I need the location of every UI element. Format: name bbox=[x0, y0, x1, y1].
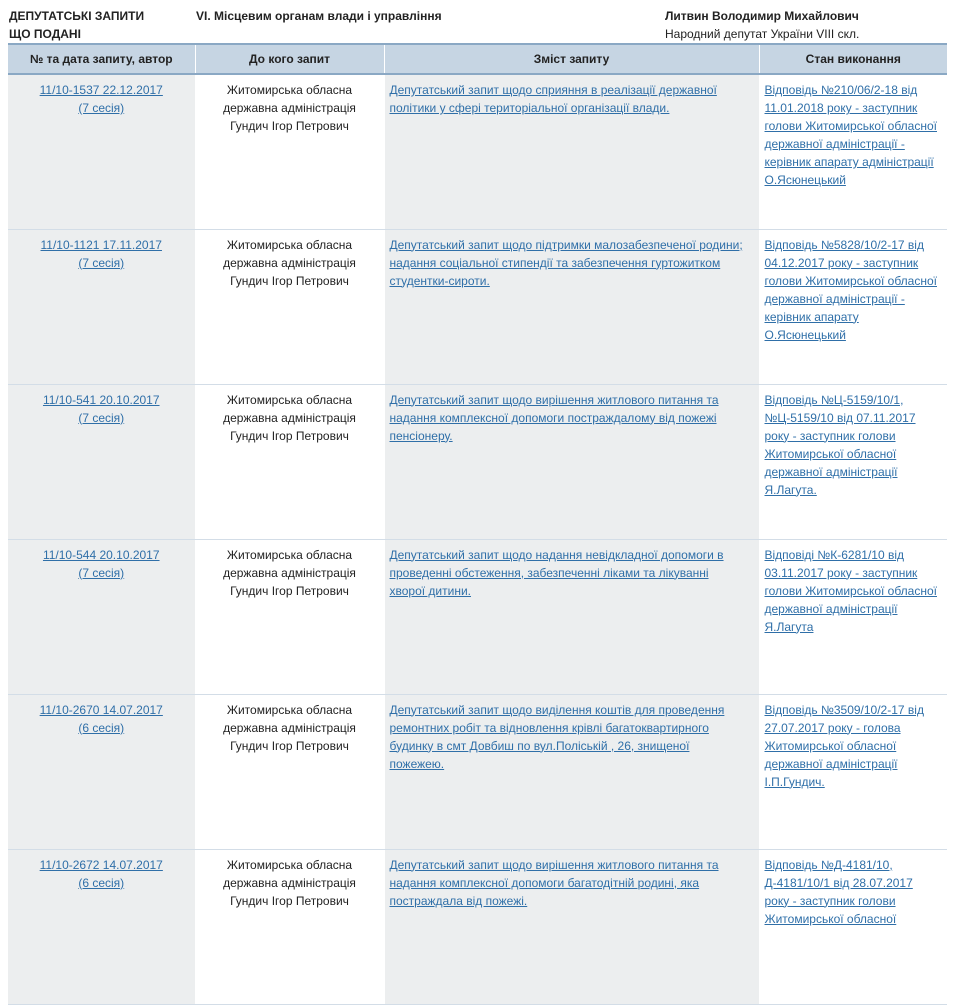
status-line: 27.07.2017 року - голова bbox=[764, 720, 901, 735]
content-line: ремонтних робіт та відновлення крівлі багатоквартирного bbox=[389, 720, 709, 735]
recipient-line: Гундич Ігор Петрович bbox=[230, 428, 349, 443]
content-line: Депутатський запит щодо виділення коштів для проведення bbox=[389, 702, 725, 717]
cell-content bbox=[384, 694, 759, 849]
cell-recipient bbox=[195, 694, 384, 849]
cell-content bbox=[384, 849, 759, 1004]
status-line: Я.Лагута bbox=[764, 619, 814, 634]
status-response-link[interactable] bbox=[765, 703, 924, 789]
status-line: керівник апарату адміністрації bbox=[764, 155, 934, 169]
cell-status bbox=[759, 694, 947, 849]
recipient-line: Житомирська обласна bbox=[226, 237, 353, 252]
status-response-link[interactable] bbox=[765, 858, 913, 926]
session-link[interactable]: (6 сесія) bbox=[78, 720, 125, 735]
session-link[interactable]: (7 сесія) bbox=[78, 255, 125, 270]
status-line: Відповідь №Ц-5159/10/1, bbox=[764, 392, 904, 407]
status-response-link[interactable] bbox=[765, 83, 938, 187]
session-link[interactable]: (7 сесія) bbox=[78, 101, 125, 115]
status-line: Житомирської обласної bbox=[764, 738, 897, 753]
page-title-line2: ЩО ПОДАНІ bbox=[9, 27, 81, 41]
cell-recipient bbox=[195, 849, 384, 1004]
deputy-role: Народний депутат України VIII скл. bbox=[665, 27, 860, 41]
recipient-line: державна адміністрація bbox=[223, 720, 356, 735]
table-row bbox=[8, 539, 947, 694]
status-line: Відповіді №К-6281/10 від bbox=[764, 547, 904, 562]
cell-recipient bbox=[195, 539, 384, 694]
status-line: голови Житомирської обласної bbox=[764, 583, 937, 598]
status-line: року - заступник голови bbox=[764, 428, 896, 443]
request-content-link[interactable] bbox=[390, 238, 743, 288]
cell-request-number bbox=[8, 384, 195, 539]
status-line: Відповідь №210/06/2-18 від bbox=[764, 83, 918, 97]
status-line: державної адміністрації bbox=[764, 601, 898, 616]
status-line: Житомирської обласної bbox=[764, 446, 897, 461]
request-content-link[interactable] bbox=[390, 548, 724, 598]
page-title-line1: ДЕПУТАТСЬКІ ЗАПИТИ bbox=[9, 9, 145, 23]
cell-recipient bbox=[195, 74, 384, 229]
request-number-link[interactable]: 11/10-541 20.10.2017 bbox=[42, 392, 160, 407]
cell-request-number bbox=[8, 694, 195, 849]
cell-recipient bbox=[195, 229, 384, 384]
status-line: державної адміністрації bbox=[764, 464, 898, 479]
status-line: О.Ясюнецький bbox=[764, 173, 846, 187]
recipient-line: Житомирська обласна bbox=[226, 857, 353, 872]
table-body bbox=[8, 74, 947, 1004]
status-line: року - заступник голови bbox=[764, 893, 896, 908]
cell-request-number bbox=[8, 74, 195, 229]
status-response-link[interactable] bbox=[765, 393, 916, 497]
table-row bbox=[8, 694, 947, 849]
recipient-line: Житомирська обласна bbox=[226, 83, 353, 97]
status-line: 04.12.2017 року - заступник bbox=[764, 255, 919, 270]
status-line: голови Житомирської обласної bbox=[764, 273, 937, 288]
session-link[interactable]: (7 сесія) bbox=[78, 565, 125, 580]
content-line: студентки-сироти. bbox=[389, 273, 490, 288]
recipient-line: державна адміністрація bbox=[223, 410, 356, 425]
content-line: Депутатський запит щодо вирішення житлового питання та bbox=[389, 857, 719, 872]
recipient-line: державна адміністрація bbox=[223, 101, 356, 115]
column-header-status: Стан виконання bbox=[759, 44, 947, 74]
recipient-line: Житомирська обласна bbox=[226, 547, 353, 562]
content-line: надання комплексної допомоги багатодітній родині, яка bbox=[389, 875, 700, 890]
request-number-link[interactable]: 11/10-1537 22.12.2017 bbox=[39, 83, 163, 97]
status-line: керівник апарату bbox=[764, 309, 859, 324]
content-line: політики у сфері територіальної організації влади. bbox=[389, 101, 670, 115]
table-row bbox=[8, 384, 947, 539]
status-line: державної адміністрації bbox=[764, 756, 898, 771]
content-line: постраждала від пожежі. bbox=[389, 893, 528, 908]
column-header-number: № та дата запиту, автор bbox=[8, 44, 195, 74]
status-line: Відповідь №Д-4181/10, bbox=[764, 857, 893, 872]
recipient-line: Гундич Ігор Петрович bbox=[230, 583, 349, 598]
table-row bbox=[8, 74, 947, 229]
content-line: надання соціальної стипендії та забезпечення гуртожитком bbox=[389, 255, 721, 270]
content-line: будинку в смт Довбиш по вул.Поліській , 26, знищеної bbox=[389, 738, 690, 753]
page-header bbox=[0, 0, 959, 44]
recipient-line: Житомирська обласна bbox=[226, 702, 353, 717]
recipient-line: Гундич Ігор Петрович bbox=[230, 273, 349, 288]
status-line: Д-4181/10/1 від 28.07.2017 bbox=[764, 875, 913, 890]
status-line: голови Житомирської обласної bbox=[764, 119, 937, 133]
cell-status bbox=[759, 384, 947, 539]
request-content-link[interactable] bbox=[390, 703, 725, 771]
content-line: пенсіонеру. bbox=[389, 428, 453, 443]
request-number-link[interactable]: 11/10-544 20.10.2017 bbox=[42, 547, 160, 562]
table-row bbox=[8, 229, 947, 384]
table-header-row bbox=[8, 44, 947, 74]
request-number-link[interactable]: 11/10-2672 14.07.2017 bbox=[39, 857, 163, 872]
status-line: 11.01.2018 року - заступник bbox=[764, 101, 918, 115]
recipient-line: державна адміністрація bbox=[223, 565, 356, 580]
requests-table-wrapper bbox=[8, 43, 947, 1005]
recipient-line: Гундич Ігор Петрович bbox=[230, 893, 349, 908]
deputy-name: Литвин Володимир Михайлович bbox=[665, 9, 859, 23]
recipient-line: державна адміністрація bbox=[223, 255, 356, 270]
column-header-recipient: До кого запит bbox=[195, 44, 384, 74]
requests-table bbox=[8, 43, 947, 1005]
deputy-info bbox=[665, 7, 859, 43]
request-content-link[interactable] bbox=[390, 858, 719, 908]
content-line: проведенні обстеження, забезпеченні ліками та лікуванні bbox=[389, 565, 709, 580]
status-line: Відповідь №5828/10/2-17 від bbox=[764, 237, 924, 252]
status-response-link[interactable] bbox=[765, 238, 938, 342]
content-line: Депутатський запит щодо сприяння в реалізації державної bbox=[389, 83, 717, 97]
status-line: державної адміністрації - bbox=[764, 137, 905, 151]
content-line: надання комплексної допомоги постраждалому від пожежі bbox=[389, 410, 717, 425]
cell-status bbox=[759, 74, 947, 229]
table-row bbox=[8, 849, 947, 1004]
cell-content bbox=[384, 74, 759, 229]
content-line: Депутатський запит щодо вирішення житлового питання та bbox=[389, 392, 719, 407]
session-link[interactable]: (6 сесія) bbox=[78, 875, 125, 890]
cell-request-number bbox=[8, 229, 195, 384]
cell-status bbox=[759, 539, 947, 694]
content-line: Депутатський запит щодо підтримки малозабезпеченої родини; bbox=[389, 237, 743, 252]
column-header-content: Зміст запиту bbox=[384, 44, 759, 74]
recipient-line: Житомирська обласна bbox=[226, 392, 353, 407]
status-line: Відповідь №3509/10/2-17 від bbox=[764, 702, 924, 717]
session-link[interactable]: (7 сесія) bbox=[78, 410, 125, 425]
page-title bbox=[9, 7, 184, 43]
status-line: Я.Лагута. bbox=[764, 482, 817, 497]
cell-status bbox=[759, 229, 947, 384]
status-line: О.Ясюнецький bbox=[764, 327, 846, 342]
request-content-link[interactable] bbox=[390, 83, 717, 115]
status-line: І.П.Гундич. bbox=[764, 774, 825, 789]
section-title: VI. Місцевим органам влади і управління bbox=[196, 9, 442, 23]
request-number-link[interactable]: 11/10-1121 17.11.2017 bbox=[40, 237, 162, 252]
recipient-line: Гундич Ігор Петрович bbox=[230, 738, 349, 753]
cell-content bbox=[384, 384, 759, 539]
request-number-link[interactable]: 11/10-2670 14.07.2017 bbox=[39, 702, 163, 717]
request-content-link[interactable] bbox=[390, 393, 719, 443]
cell-content bbox=[384, 539, 759, 694]
status-line: Житомирської обласної bbox=[764, 911, 897, 926]
recipient-line: Гундич Ігор Петрович bbox=[230, 119, 349, 133]
status-line: №Ц-5159/10 від 07.11.2017 bbox=[764, 410, 916, 425]
cell-request-number bbox=[8, 849, 195, 1004]
status-line: державної адміністрації - bbox=[764, 291, 905, 306]
content-line: Депутатський запит щодо надання невідкладної допомоги в bbox=[389, 547, 724, 562]
status-response-link[interactable] bbox=[765, 548, 938, 634]
cell-content bbox=[384, 229, 759, 384]
cell-recipient bbox=[195, 384, 384, 539]
recipient-line: державна адміністрація bbox=[223, 875, 356, 890]
content-line: пожежею. bbox=[389, 756, 445, 771]
status-line: 03.11.2017 року - заступник bbox=[764, 565, 918, 580]
cell-status bbox=[759, 849, 947, 1004]
content-line: хворої дитини. bbox=[389, 583, 471, 598]
cell-request-number bbox=[8, 539, 195, 694]
